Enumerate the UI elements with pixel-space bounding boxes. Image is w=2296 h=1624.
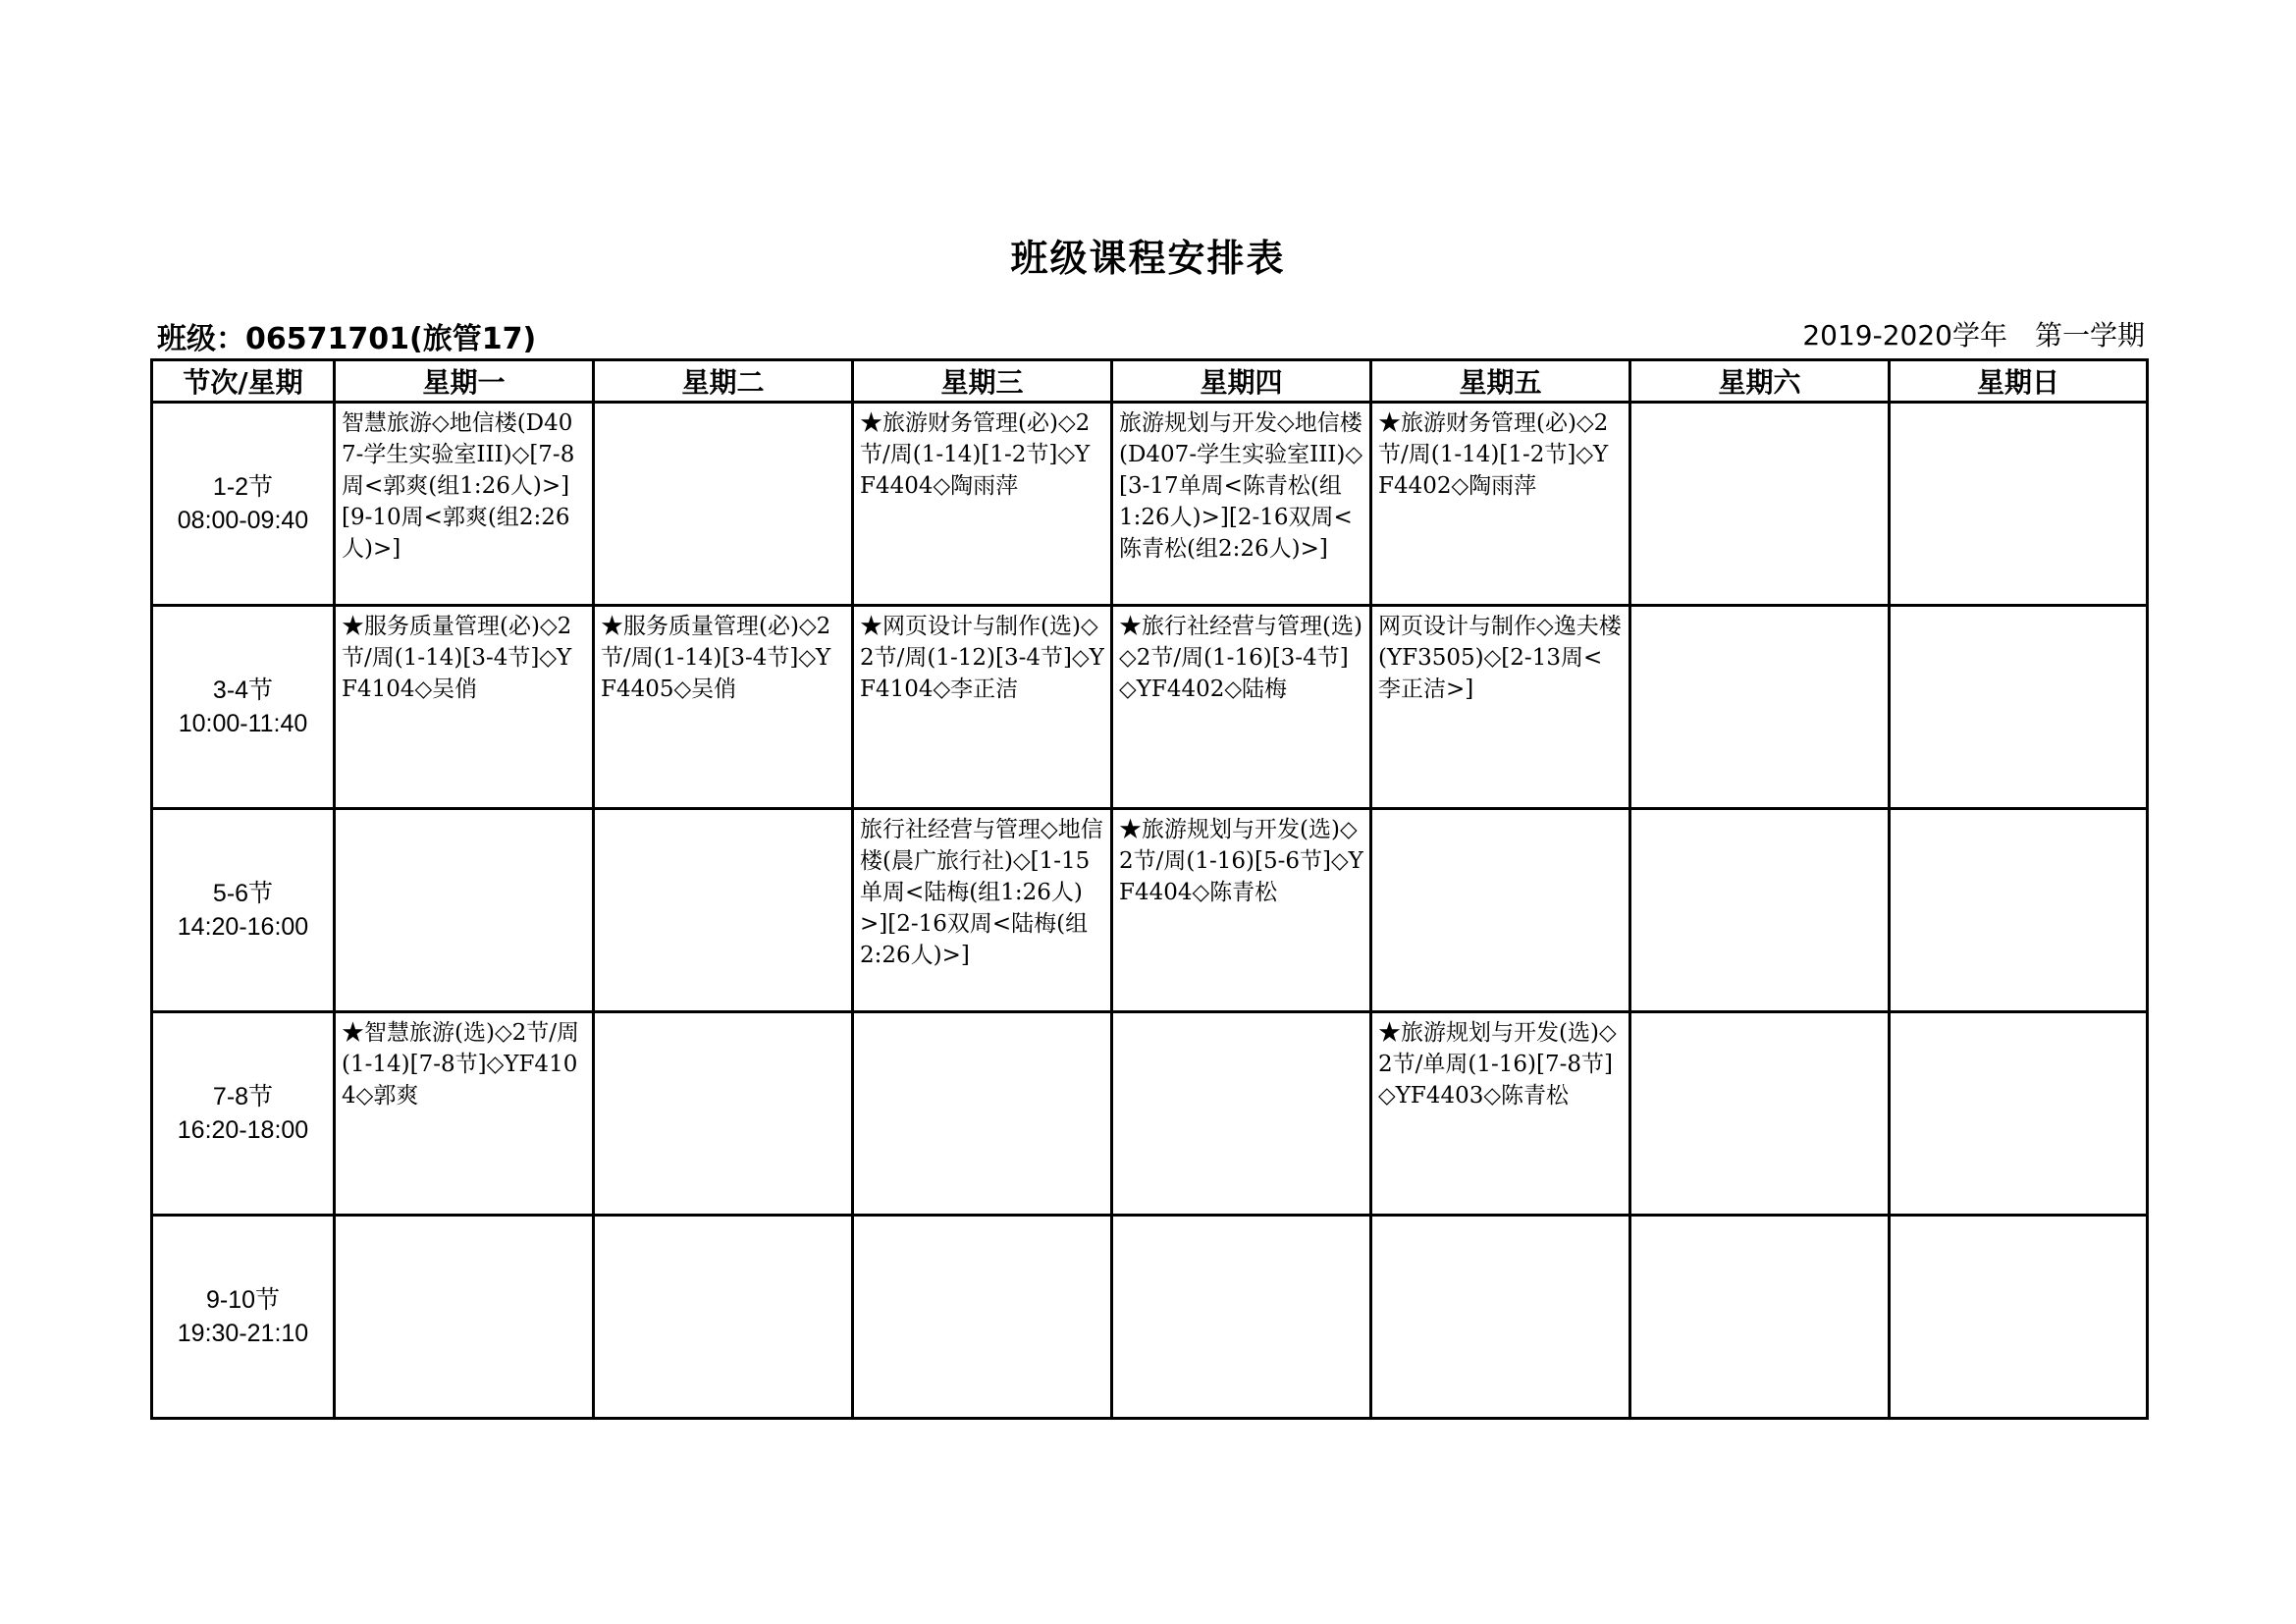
day-header-tuesday: 星期二 bbox=[594, 360, 853, 403]
class-info: 班级：06571701(旅管17) bbox=[157, 322, 537, 356]
course-cell bbox=[594, 1216, 853, 1419]
course-cell bbox=[594, 809, 853, 1012]
course-cell bbox=[1112, 1216, 1371, 1419]
course-cell: ★旅游财务管理(必)◇2节/周(1-14)[1-2节]◇YF4404◇陶雨萍 bbox=[853, 403, 1112, 606]
course-cell: ★旅游规划与开发(选)◇2节/周(1-16)[5-6节]◇YF4404◇陈青松 bbox=[1112, 809, 1371, 1012]
day-header-sunday: 星期日 bbox=[1890, 360, 2148, 403]
table-row bbox=[152, 809, 2148, 1012]
course-cell: 旅行社经营与管理◇地信楼(晨广旅行社)◇[1-15单周<陆梅(组1:26人)>][2-16双周<陆梅(组2:26人)>] bbox=[853, 809, 1112, 1012]
page-title: 班级课程安排表 bbox=[1010, 237, 1286, 280]
table-row bbox=[152, 1012, 2148, 1216]
course-cell bbox=[1890, 1012, 2148, 1216]
schedule-table bbox=[150, 358, 2149, 1420]
period-time: 19:30-21:10 bbox=[177, 1320, 309, 1347]
course-cell: 智慧旅游◇地信楼(D407-学生实验室III)◇[7-8周<郭爽(组1:26人)>][9-10周<郭爽(组2:26人)>] bbox=[335, 403, 594, 606]
course-cell: ★智慧旅游(选)◇2节/周(1-14)[7-8节]◇YF4104◇郭爽 bbox=[335, 1012, 594, 1216]
course-cell: 旅游规划与开发◇地信楼(D407-学生实验室III)◇[3-17单周<陈青松(组1:26人)>][2-16双周<陈青松(组2:26人)>] bbox=[1112, 403, 1371, 606]
day-header-saturday: 星期六 bbox=[1630, 360, 1890, 403]
day-header-thursday: 星期四 bbox=[1112, 360, 1371, 403]
course-cell bbox=[1890, 403, 2148, 606]
course-cell: 网页设计与制作◇逸夫楼(YF3505)◇[2-13周<李正洁>] bbox=[1371, 606, 1630, 809]
period-name: 1-2节 bbox=[212, 473, 274, 501]
course-cell: ★服务质量管理(必)◇2节/周(1-14)[3-4节]◇YF4405◇吴俏 bbox=[594, 606, 853, 809]
day-header-monday: 星期一 bbox=[335, 360, 594, 403]
course-cell bbox=[1890, 606, 2148, 809]
header-row bbox=[152, 360, 2148, 403]
course-cell bbox=[853, 1216, 1112, 1419]
period-cell bbox=[152, 809, 335, 1012]
period-cell bbox=[152, 403, 335, 606]
course-cell bbox=[1630, 1012, 1890, 1216]
day-header-wednesday: 星期三 bbox=[853, 360, 1112, 403]
course-cell bbox=[1890, 1216, 2148, 1419]
table-row bbox=[152, 606, 2148, 809]
period-cell bbox=[152, 1012, 335, 1216]
course-cell bbox=[1630, 809, 1890, 1012]
academic-year: 2019-2020学年 bbox=[1802, 319, 2007, 352]
corner-header: 节次/星期 bbox=[152, 360, 335, 403]
course-cell bbox=[1630, 1216, 1890, 1419]
course-cell bbox=[335, 1216, 594, 1419]
period-name: 5-6节 bbox=[212, 880, 274, 907]
period-time: 08:00-09:40 bbox=[177, 507, 309, 534]
course-cell bbox=[1371, 1216, 1630, 1419]
period-time: 10:00-11:40 bbox=[178, 710, 308, 737]
course-cell: ★网页设计与制作(选)◇2节/周(1-12)[3-4节]◇YF4104◇李正洁 bbox=[853, 606, 1112, 809]
period-name: 9-10节 bbox=[205, 1286, 281, 1314]
course-cell bbox=[853, 1012, 1112, 1216]
semester: 第一学期 bbox=[2034, 319, 2145, 352]
course-cell: ★服务质量管理(必)◇2节/周(1-14)[3-4节]◇YF4104◇吴俏 bbox=[335, 606, 594, 809]
course-cell: ★旅行社经营与管理(选)◇2节/周(1-16)[3-4节]◇YF4402◇陆梅 bbox=[1112, 606, 1371, 809]
period-name: 7-8节 bbox=[212, 1083, 274, 1110]
period-name: 3-4节 bbox=[212, 677, 274, 704]
course-cell bbox=[1890, 809, 2148, 1012]
course-cell bbox=[1630, 403, 1890, 606]
course-cell: ★旅游规划与开发(选)◇2节/单周(1-16)[7-8节]◇YF4403◇陈青松 bbox=[1371, 1012, 1630, 1216]
course-cell bbox=[594, 1012, 853, 1216]
period-time: 16:20-18:00 bbox=[177, 1116, 309, 1144]
term-info bbox=[1802, 314, 2145, 353]
table-row bbox=[152, 403, 2148, 606]
day-header-friday: 星期五 bbox=[1371, 360, 1630, 403]
course-cell: ★旅游财务管理(必)◇2节/周(1-14)[1-2节]◇YF4402◇陶雨萍 bbox=[1371, 403, 1630, 606]
course-cell bbox=[1630, 606, 1890, 809]
course-cell bbox=[1371, 809, 1630, 1012]
table-row bbox=[152, 1216, 2148, 1419]
period-cell bbox=[152, 1216, 335, 1419]
course-cell bbox=[1112, 1012, 1371, 1216]
period-cell bbox=[152, 606, 335, 809]
course-cell bbox=[594, 403, 853, 606]
course-cell bbox=[335, 809, 594, 1012]
period-time: 14:20-16:00 bbox=[177, 913, 309, 941]
